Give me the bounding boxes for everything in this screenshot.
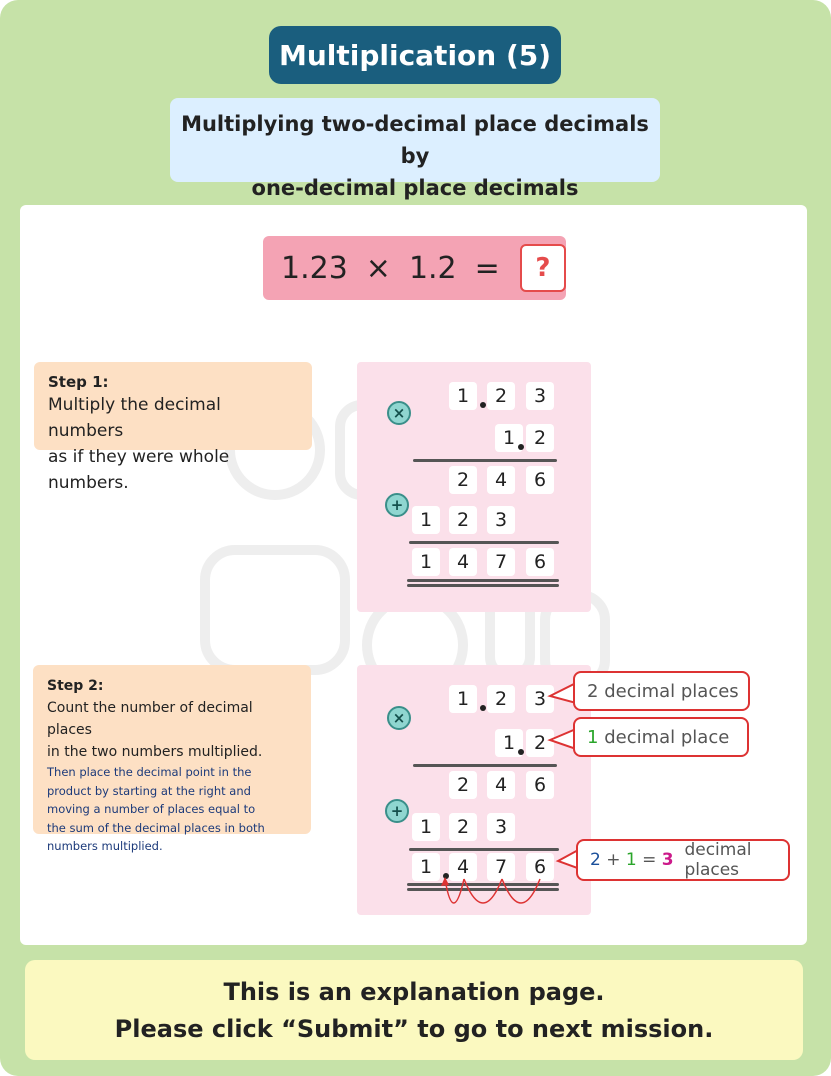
digit-cell: 7 [487, 548, 515, 576]
step-2-detail-5: numbers multiplied. [47, 839, 163, 853]
step-2-detail-2: product by starting at the right and [47, 783, 251, 798]
times-icon: × [387, 706, 411, 730]
digit-cell: 2 [487, 382, 515, 410]
digit-cell: 1 [412, 853, 440, 881]
digit-cell: 3 [487, 506, 515, 534]
subtitle-line-2: one-decimal place decimals [251, 176, 579, 200]
footer-line-2: Please click “Submit” to go to next mission. [114, 1015, 714, 1043]
callout-two-decimal-places [573, 671, 750, 711]
step-2-line-1: Count the number of decimal places [47, 700, 253, 738]
digit-cell: 6 [526, 853, 554, 881]
callout-3-a: 2 [590, 850, 601, 870]
equation-equals: = [474, 250, 500, 286]
callout-1-text: decimal places [604, 680, 739, 702]
explanation-panel [20, 205, 807, 945]
callout-2-text: decimal place [604, 726, 730, 748]
equation-multiplicand: 1.23 [281, 250, 348, 286]
digit-cell: 3 [526, 382, 554, 410]
step-1-line-1: Multiply the decimal numbers [48, 395, 221, 441]
digit-cell: 1 [449, 382, 477, 410]
digit-cell: 4 [449, 853, 477, 881]
digit-cell: 4 [487, 466, 515, 494]
digit-cell: 2 [449, 771, 477, 799]
digit-cell: 2 [449, 506, 477, 534]
digit-cell: 2 [526, 424, 554, 452]
digit-cell: 1 [449, 685, 477, 713]
times-icon: × [387, 401, 411, 425]
digit-cell: 6 [526, 466, 554, 494]
step-1-line-2: as if they were whole numbers. [48, 447, 230, 493]
digit-cell: 2 [449, 813, 477, 841]
callout-2-number: 1 [587, 726, 599, 748]
callout-3-b: 1 [625, 850, 637, 870]
digit-cell: 4 [487, 771, 515, 799]
step-2-detail-4: the sum of the decimal places in both [47, 820, 265, 835]
equation-multiplier: 1.2 [408, 250, 457, 286]
digit-cell: 1 [412, 506, 440, 534]
digit-cell: 2 [526, 729, 554, 757]
plus-icon: + [385, 493, 409, 517]
callout-3-plus: + [606, 850, 621, 870]
digit-cell: 1 [412, 548, 440, 576]
digit-cell: 1 [495, 729, 523, 757]
callout-3-text: decimal places [684, 840, 752, 880]
step-1-heading: Step 1: [48, 373, 109, 391]
answer-box: ? [520, 244, 566, 292]
digit-cell: 1 [412, 813, 440, 841]
digit-cell: 3 [487, 813, 515, 841]
step-2-detail-1: Then place the decimal point in the [47, 765, 252, 779]
callout-3-eq: = [642, 850, 657, 870]
digit-cell: 1 [495, 424, 523, 452]
callout-1-number: 2 [587, 680, 599, 702]
digit-cell: 2 [449, 466, 477, 494]
callout-pointers [20, 205, 807, 945]
plus-icon: + [385, 799, 409, 823]
digit-cell: 4 [449, 548, 477, 576]
page-title: Multiplication (5) [269, 26, 561, 84]
digit-cell: 7 [487, 853, 515, 881]
step-2-heading: Step 2: [47, 678, 104, 694]
step-2-detail-3: moving a number of places equal to [47, 802, 256, 816]
footer-message [25, 960, 803, 1060]
subtitle [170, 98, 660, 200]
digit-cell: 2 [487, 685, 515, 713]
equation-times: × [365, 250, 391, 286]
callout-one-decimal-place [573, 717, 749, 757]
digit-cell: 3 [526, 685, 554, 713]
digit-cell: 6 [526, 548, 554, 576]
step-2-line-2: in the two numbers multiplied. [47, 744, 263, 760]
callout-sum-decimal-places [576, 839, 790, 881]
callout-3-sum: 3 [661, 850, 674, 870]
subtitle-line-1: Multiplying two-decimal place decimals by [181, 112, 649, 168]
digit-cell: 6 [526, 771, 554, 799]
footer-line-1: This is an explanation page. [223, 978, 605, 1006]
